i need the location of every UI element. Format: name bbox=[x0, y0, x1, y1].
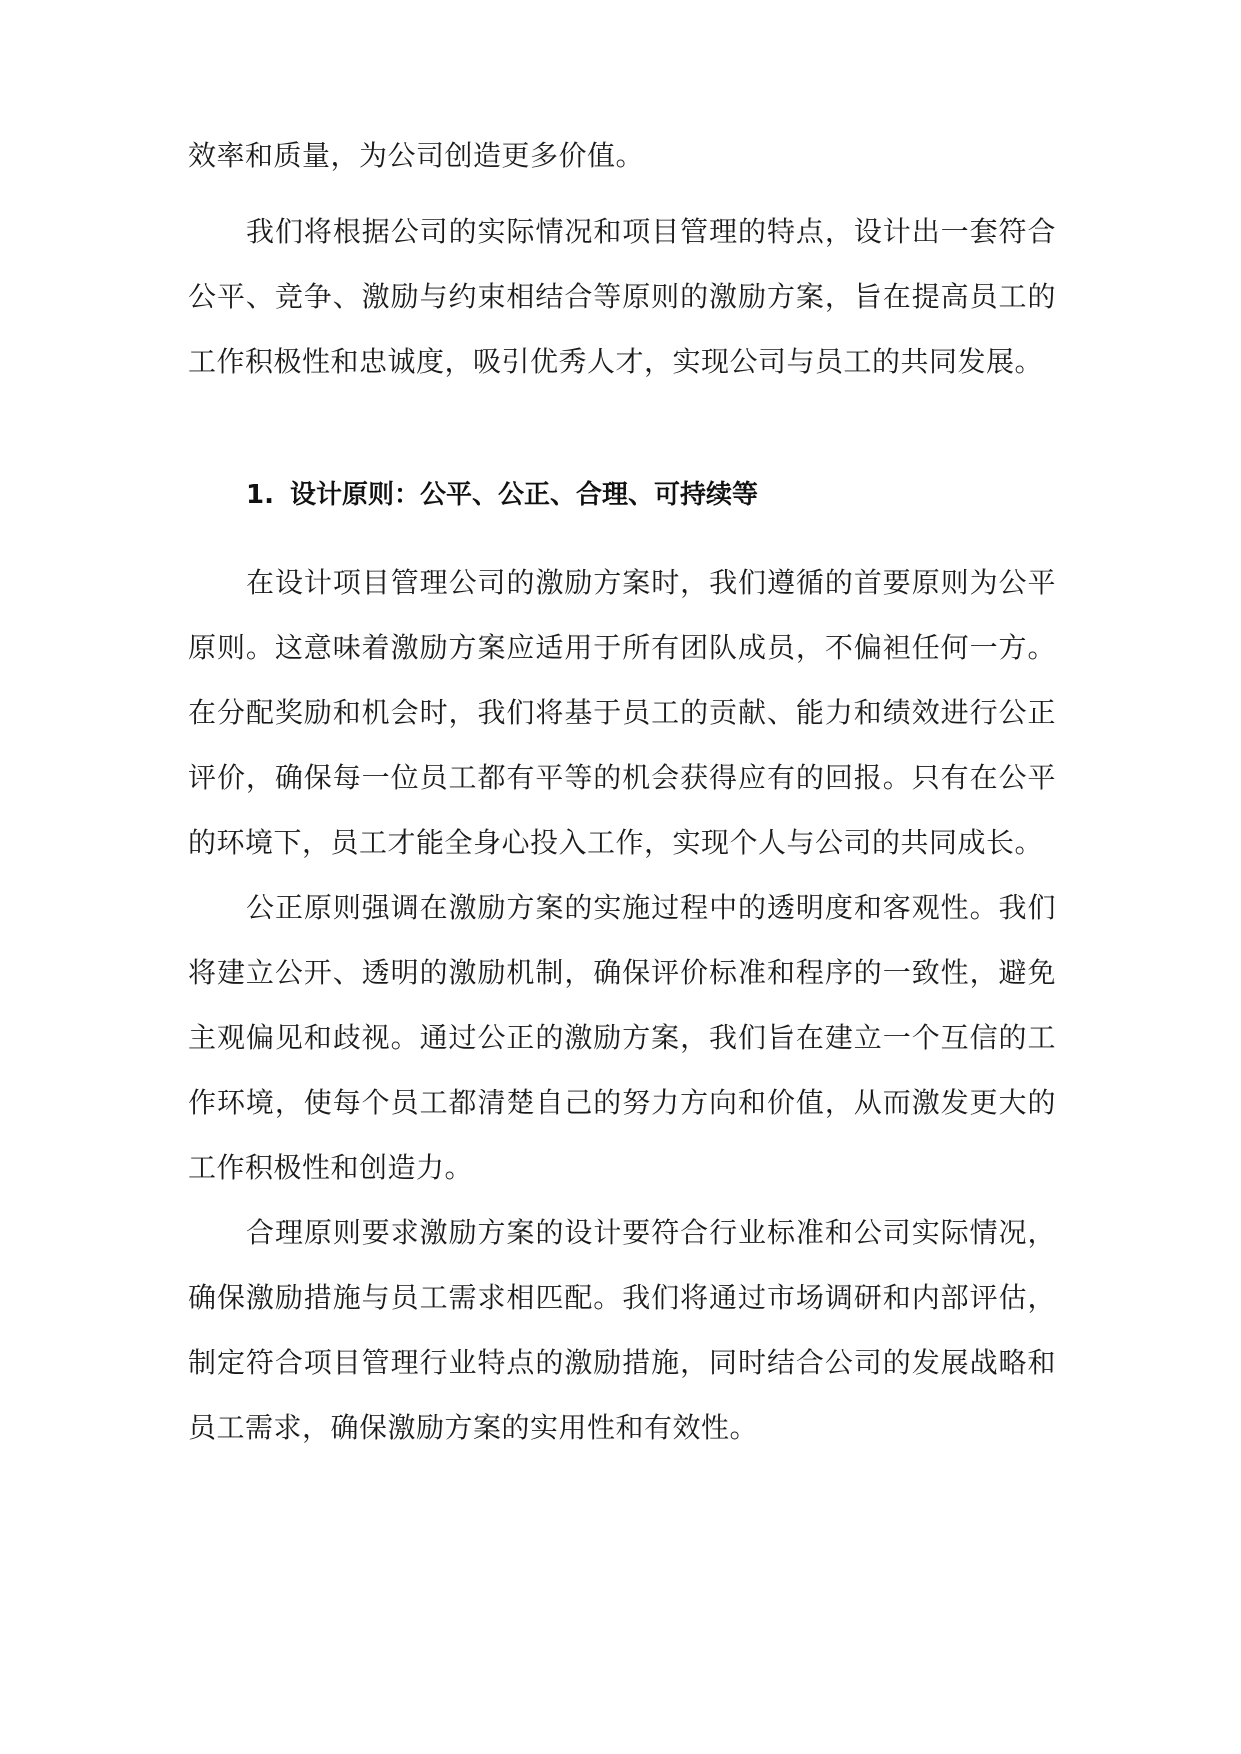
paragraph-justice: 公正原则强调在激励方案的实施过程中的透明度和客观性。我们将建立公开、透明的激励机制，确保评价标准和程序的一致性，避免主观偏见和歧视。通过公正的激励方案，我们旨在建立一个互信的工作环境，使每个员工都清楚自己的努力方向和价值，从而激发更大的工作积极性和创造力。 bbox=[188, 891, 1056, 1184]
paragraph-fairness: 在设计项目管理公司的激励方案时，我们遵循的首要原则为公平原则。这意味着激励方案应适用于所有团队成员，不偏袒任何一方。在分配奖励和机会时，我们将基于员工的贡献、能力和绩效进行公正评价，确保每一位员工都有平等的机会获得应有的回报。只有在公平的环境下，员工才能全身心投入工作，实现个人与公司的共同成长。 bbox=[188, 566, 1056, 859]
section-title: 设计原则：公平、公正、合理、可持续等 bbox=[290, 480, 759, 510]
intro-paragraph: 我们将根据公司的实际情况和项目管理的特点，设计出一套符合公平、竞争、激励与约束相结合等原则的激励方案，旨在提高员工的工作积极性和忠诚度，吸引优秀人才，实现公司与员工的共同发展。 bbox=[188, 215, 1056, 378]
section-heading bbox=[246, 475, 758, 515]
intro-continuation: 效率和质量，为公司创造更多价值。 bbox=[188, 139, 645, 172]
paragraph-reasonable: 合理原则要求激励方案的设计要符合行业标准和公司实际情况，确保激励措施与员工需求相匹配。我们将通过市场调研和内部评估，制定符合项目管理行业特点的激励措施，同时结合公司的发展战略和员工需求，确保激励方案的实用性和有效性。 bbox=[188, 1216, 1056, 1444]
section-number: 1. bbox=[246, 480, 274, 510]
body-block bbox=[188, 550, 1056, 1460]
intro-block bbox=[188, 123, 1056, 394]
